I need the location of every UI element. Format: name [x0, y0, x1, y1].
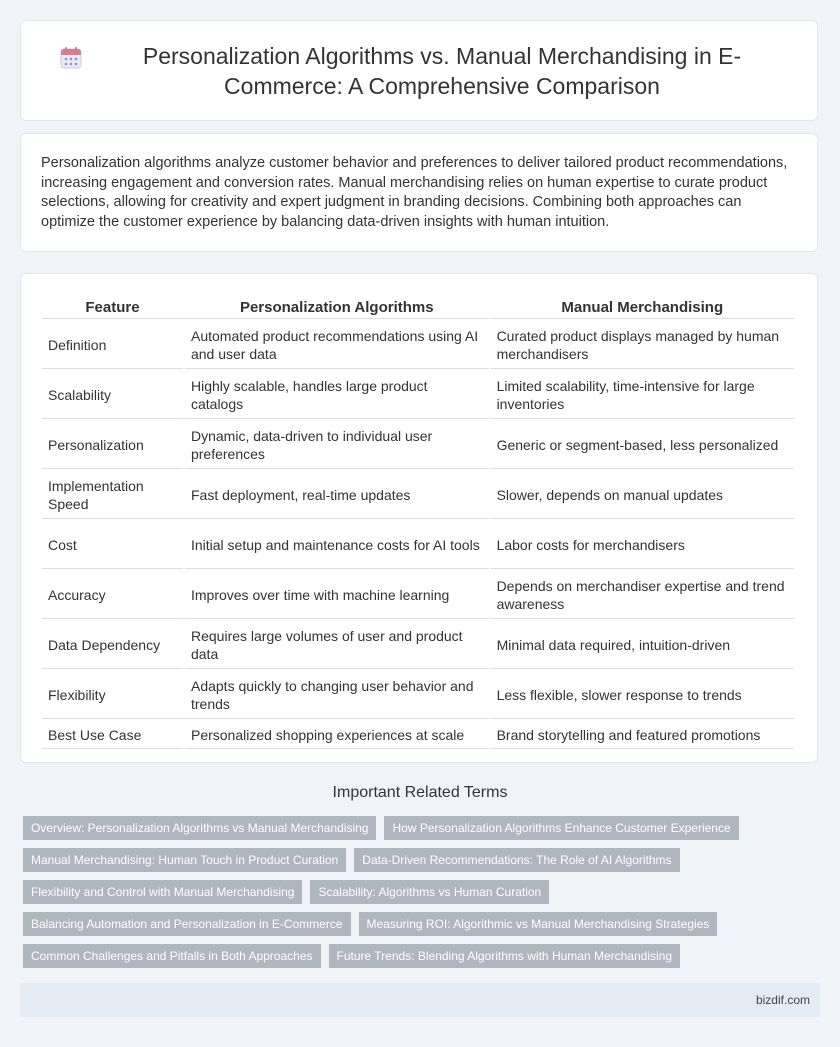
related-term-link[interactable]: Flexibility and Control with Manual Merchandising — [23, 880, 302, 904]
row-personalization: Adapts quickly to changing user behavior and trends — [185, 671, 489, 719]
row-manual: Curated product displays managed by human merchandisers — [491, 321, 794, 369]
related-terms-list — [23, 816, 823, 976]
related-term-link[interactable]: Scalability: Algorithms vs Human Curation — [310, 880, 549, 904]
row-feature: Flexibility — [42, 671, 183, 719]
table-row — [42, 471, 794, 519]
related-term-link[interactable]: Manual Merchandising: Human Touch in Product Curation — [23, 848, 346, 872]
table-row — [42, 671, 794, 719]
related-term-link[interactable]: Common Challenges and Pitfalls in Both Approaches — [23, 944, 321, 968]
related-term-link[interactable]: Overview: Personalization Algorithms vs Manual Merchandising — [23, 816, 376, 840]
calendar-icon — [59, 46, 83, 70]
title-wrap — [59, 41, 779, 101]
row-manual: Minimal data required, intuition-driven — [491, 621, 794, 669]
row-feature: Scalability — [42, 371, 183, 419]
row-personalization: Dynamic, data-driven to individual user preferences — [185, 421, 489, 469]
related-term-link[interactable]: Future Trends: Blending Algorithms with Human Merchandising — [329, 944, 681, 968]
table-header-row — [42, 296, 794, 319]
page-title: Personalization Algorithms vs. Manual Merchandising in E-Commerce: A Comprehensive Comparison — [142, 42, 742, 99]
row-feature: Accuracy — [42, 571, 183, 619]
row-manual: Limited scalability, time-intensive for large inventories — [491, 371, 794, 419]
row-personalization: Fast deployment, real-time updates — [185, 471, 489, 519]
row-manual: Labor costs for merchandisers — [491, 521, 794, 569]
tag-row — [23, 848, 823, 872]
row-personalization: Highly scalable, handles large product catalogs — [185, 371, 489, 419]
header-personalization: Personalization Algorithms — [185, 296, 489, 319]
comparison-card — [20, 273, 818, 763]
tag-row — [23, 944, 823, 968]
table-row — [42, 321, 794, 369]
footer-brand-link[interactable]: bizdif.com — [755, 993, 810, 1007]
row-manual: Generic or segment-based, less personalized — [491, 421, 794, 469]
tag-row — [23, 880, 823, 904]
footer — [20, 983, 820, 1017]
table-row — [42, 371, 794, 419]
related-term-link[interactable]: Data-Driven Recommendations: The Role of AI Algorithms — [354, 848, 679, 872]
row-feature: Data Dependency — [42, 621, 183, 669]
related-terms-heading: Important Related Terms — [332, 784, 508, 801]
row-feature: Best Use Case — [42, 721, 183, 749]
row-feature: Personalization — [42, 421, 183, 469]
related-term-link[interactable]: How Personalization Algorithms Enhance Customer Experience — [384, 816, 738, 840]
row-feature: Definition — [42, 321, 183, 369]
related-term-link[interactable]: Balancing Automation and Personalization in E-Commerce — [23, 912, 351, 936]
tag-row — [23, 816, 823, 840]
table-row — [42, 571, 794, 619]
header-feature: Feature — [42, 296, 183, 319]
title-card — [20, 20, 818, 121]
intro-text: Personalization algorithms analyze customer behavior and preferences to deliver tailored product recommendations, increasing engagement and conversion rates. Manual merchandising relies on human expertise to curate product selections, allowing for creativity and expert judgment in branding decisions. Combining both approaches can optimize the customer experience by balancing data-driven insights with human intuition. — [41, 155, 788, 230]
comparison-table — [40, 294, 796, 751]
row-personalization: Personalized shopping experiences at scale — [185, 721, 489, 749]
row-manual: Brand storytelling and featured promotions — [491, 721, 794, 749]
row-manual: Slower, depends on manual updates — [491, 471, 794, 519]
table-row — [42, 621, 794, 669]
row-feature: Implementation Speed — [42, 471, 183, 519]
related-term-link[interactable]: Measuring ROI: Algorithmic vs Manual Merchandising Strategies — [359, 912, 718, 936]
intro-card — [20, 133, 818, 252]
row-personalization: Improves over time with machine learning — [185, 571, 489, 619]
row-manual: Depends on merchandiser expertise and trend awareness — [491, 571, 794, 619]
table-row — [42, 721, 794, 749]
row-manual: Less flexible, slower response to trends — [491, 671, 794, 719]
row-personalization: Initial setup and maintenance costs for AI tools — [185, 521, 489, 569]
row-personalization: Automated product recommendations using AI and user data — [185, 321, 489, 369]
tag-row — [23, 912, 823, 936]
header-manual: Manual Merchandising — [491, 296, 794, 319]
row-personalization: Requires large volumes of user and product data — [185, 621, 489, 669]
row-feature: Cost — [42, 521, 183, 569]
table-row — [42, 521, 794, 569]
table-row — [42, 421, 794, 469]
